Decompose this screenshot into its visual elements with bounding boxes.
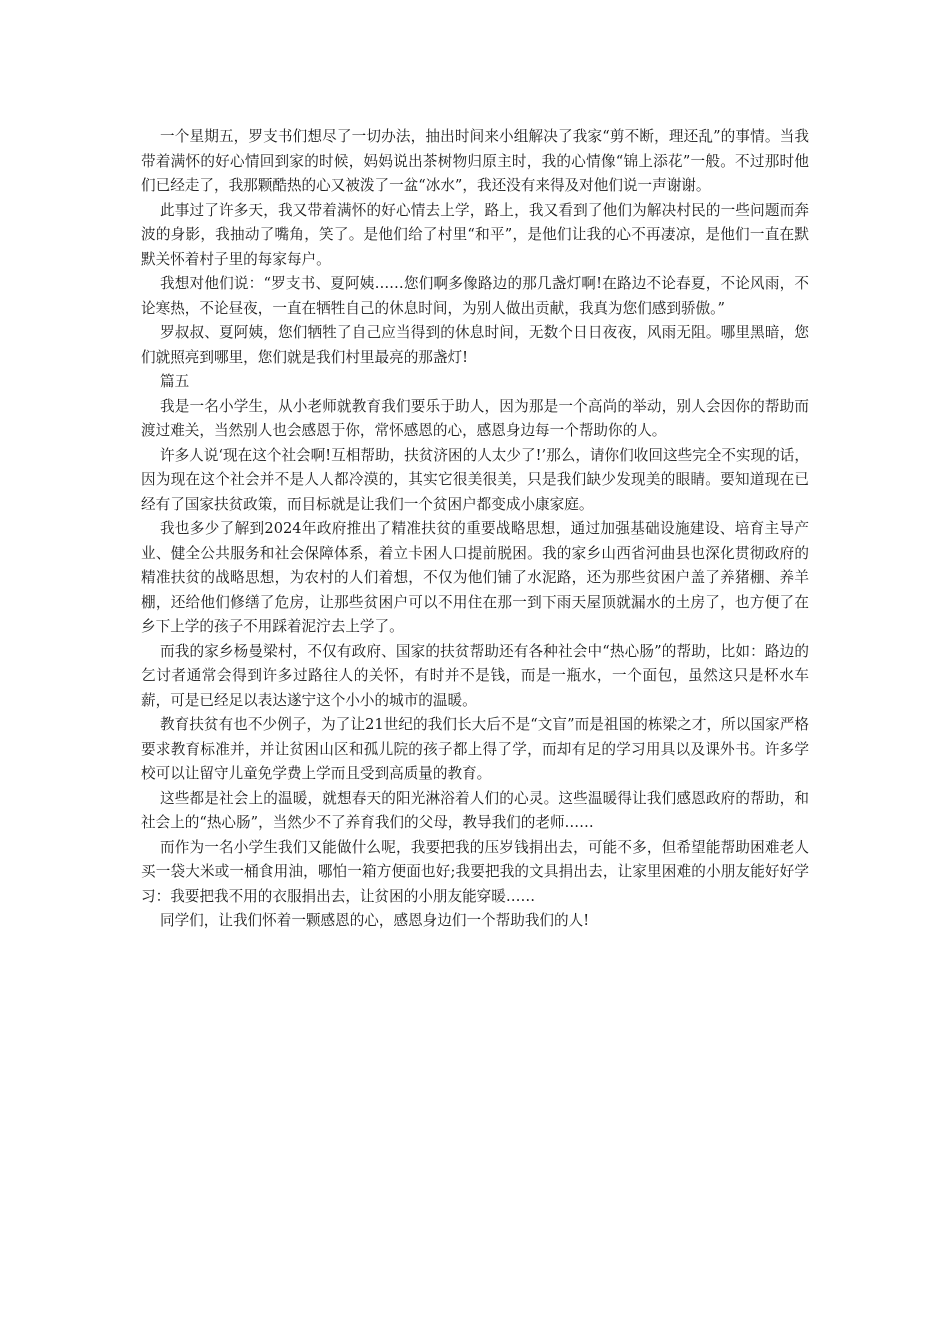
- section-title: 篇五: [159, 373, 190, 390]
- document-body: [141, 125, 809, 934]
- paragraph: 我是一名小学生，从小老师就教育我们要乐于助人，因为那是一个高尚的举动，别人会因你的帮助而渡过难关，当然别人也会感恩于你，常怀感恩的心，感恩身边每一个帮助你的人。: [141, 397, 809, 439]
- paragraph: 此事过了许多天，我又带着满怀的好心情去上学，路上，我又看到了他们为解决村民的一些问题而奔波的身影，我抽动了嘴角，笑了。是他们给了村里“和平”，是他们让我的心不再凄凉，是他们一直在默默关怀着村子里的每家每户。: [141, 201, 809, 268]
- paragraph: 我想对他们说：“罗支书、夏阿姨……您们啊多像路边的那几盏灯啊!在路边不论春夏，不论风雨，不论寒热，不论昼夜，一直在牺牲自己的休息时间，为别人做出贡献，我真为您们感到骄傲。”: [141, 275, 809, 317]
- paragraph: 这些都是社会上的温暖，就想春天的阳光淋浴着人们的心灵。这些温暖得让我们感恩政府的帮助，和社会上的“热心肠”，当然少不了养育我们的父母，教导我们的老师……: [141, 789, 809, 831]
- paragraph: 教育扶贫有也不少例子，为了让21世纪的我们长大后不是“文盲”而是祖国的栋梁之才，所以国家严格要求教育标准并，并让贫困山区和孤儿院的孩子都上得了学，而却有足的学习用具以及课外书。许多学校可以让留守儿童免学费上学而且受到高质量的教育。: [141, 716, 809, 782]
- paragraph: 同学们，让我们怀着一颗感恩的心，感恩身边们一个帮助我们的人!: [159, 912, 590, 929]
- paragraph: 而我的家乡杨曼梁村，不仅有政府、国家的扶贫帮助还有各种社会中“热心肠”的帮助，比如：路边的乞讨者通常会得到许多过路往人的关怀，有时并不是钱，而是一瓶水，一个面包，虽然这只是杯水车薪，可是已经足以表达遂宁这个小小的城市的温暖。: [141, 642, 809, 709]
- paragraph: 而作为一名小学生我们又能做什么呢，我要把我的压岁钱捐出去，可能不多，但希望能帮助困难老人买一袋大米或一桶食用油，哪怕一箱方便面也好;我要把我的文具捐出去，让家里困难的小朋友能好好学习：我要把我不用的衣服捐出去，让贫困的小朋友能穿暖……: [141, 838, 809, 905]
- paragraph: 一个星期五，罗支书们想尽了一切办法，抽出时间来小组解决了我家“剪不断，理还乱”的事情。当我带着满怀的好心情回到家的时候，妈妈说出茶树物归原主时，我的心情像“锦上添花”一般。不过那时他们已经走了，我那颗酷热的心又被泼了一盆“冰水”，我还没有来得及对他们说一声谢谢。: [141, 128, 809, 194]
- paragraph: 许多人说‘现在这个社会啊!互相帮助，扶贫济困的人太少了!’那么，请你们收回这些完全不实现的话，因为现在这个社会并不是人人都冷漠的，其实它很美很美，只是我们缺少发现美的眼睛。要知道现在已经有了国家扶贫政策，而目标就是让我们一个贫困户都变成小康家庭。: [141, 446, 809, 513]
- paragraph: 罗叔叔、夏阿姨，您们牺牲了自己应当得到的休息时间，无数个日日夜夜，风雨无阻。哪里黑暗，您们就照亮到哪里，您们就是我们村里最亮的那盏灯!: [141, 324, 809, 366]
- paragraph: 我也多少了解到2024年政府推出了精准扶贫的重要战略思想，通过加强基础设施建设、培育主导产业、健全公共服务和社会保障体系，着立卡困人口提前脱困。我的家乡山西省河曲县也深化贯彻政府的精准扶贫的战略思想，为农村的人们着想，不仅为他们铺了水泥路，还为那些贫困户盖了养猪棚、养羊棚，还给他们修缮了危房，让那些贫困户可以不用住在那一到下雨天屋顶就漏水的土房了，也方便了在乡下上学的孩子不用踩着泥泞去上学了。: [141, 520, 809, 635]
